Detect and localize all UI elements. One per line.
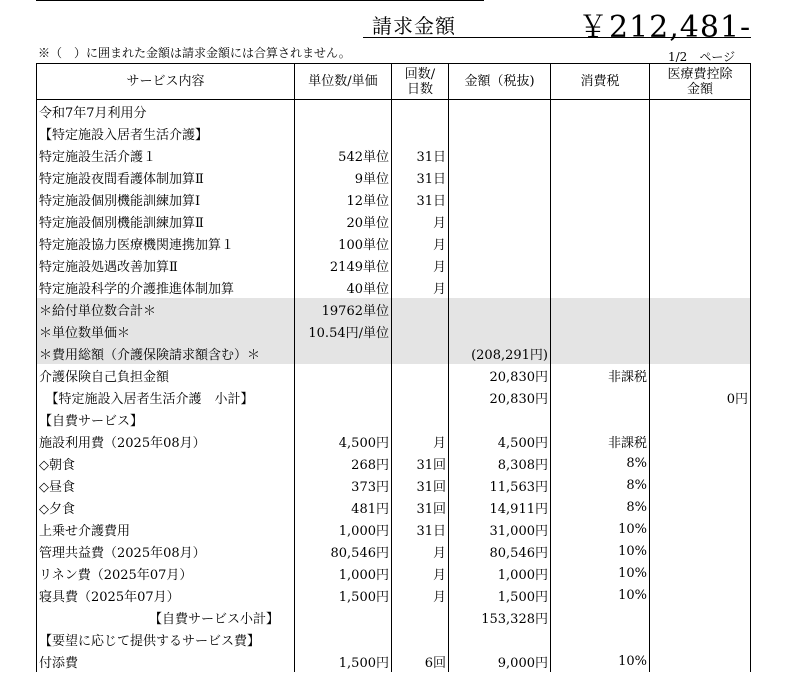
cell-service: 【要望に応じて提供するサービス費】 [37, 628, 295, 650]
cell-amount [449, 408, 551, 430]
cell-unit: 40単位 [295, 276, 392, 298]
cell-tax [551, 386, 650, 408]
table-row [37, 188, 751, 210]
cell-amount: (208,291円) [449, 342, 551, 364]
cell-amount [449, 166, 551, 188]
table-row [37, 628, 751, 650]
cell-times [392, 386, 449, 408]
cell-times: 31日 [392, 144, 449, 166]
top-rule [36, 0, 484, 1]
table-row [37, 386, 751, 408]
cell-medical [650, 540, 751, 562]
cell-medical [650, 232, 751, 254]
cell-amount: 11,563円 [449, 474, 551, 496]
table-row [37, 320, 751, 342]
header-unit: 単位数/単価 [295, 64, 392, 100]
cell-service: ◇朝食 [37, 452, 295, 474]
cell-amount: 14,911円 [449, 496, 551, 518]
cell-medical [650, 254, 751, 276]
cell-times: 31回 [392, 474, 449, 496]
cell-medical: 0円 [650, 386, 751, 408]
cell-medical [650, 144, 751, 166]
cell-unit: 1,500円 [295, 650, 392, 672]
cell-service: 【自費サービス】 [37, 408, 295, 430]
cell-amount: 153,328円 [449, 606, 551, 628]
cell-service: 上乗せ介護費用 [37, 518, 295, 540]
cell-times: 6回 [392, 650, 449, 672]
cell-service: 特定施設個別機能訓練加算Ⅰ [37, 188, 295, 210]
cell-unit: 4,500円 [295, 430, 392, 452]
cell-tax [551, 100, 650, 123]
cell-unit: 80,546円 [295, 540, 392, 562]
cell-service: 【自費サービス小計】 [37, 606, 295, 628]
billing-table [36, 63, 751, 672]
cell-amount [449, 232, 551, 254]
cell-service: 特定施設科学的介護推進体制加算 [37, 276, 295, 298]
table-row [37, 298, 751, 320]
cell-tax [551, 342, 650, 364]
table-row [37, 518, 751, 540]
table-row [37, 254, 751, 276]
cell-medical [650, 584, 751, 606]
cell-times [392, 100, 449, 123]
cell-unit [295, 386, 392, 408]
cell-times [392, 320, 449, 342]
cell-medical [650, 320, 751, 342]
table-row [37, 210, 751, 232]
cell-service: 介護保険自己負担金額 [37, 364, 295, 386]
cell-tax [551, 320, 650, 342]
cell-amount: 8,308円 [449, 452, 551, 474]
cell-service: 特定施設協力医療機関連携加算１ [37, 232, 295, 254]
cell-amount [449, 254, 551, 276]
table-row [37, 122, 751, 144]
cell-medical [650, 562, 751, 584]
cell-medical [650, 430, 751, 452]
invoice-amount: ￥212,481- [578, 10, 752, 45]
cell-times: 31回 [392, 452, 449, 474]
cell-service: 【特定施設入居者生活介護】 [37, 122, 295, 144]
cell-service: ◇夕食 [37, 496, 295, 518]
cell-medical [650, 100, 751, 123]
cell-unit: 1,500円 [295, 584, 392, 606]
cell-times [392, 606, 449, 628]
cell-amount [449, 320, 551, 342]
cell-medical [650, 474, 751, 496]
cell-amount: 1,000円 [449, 562, 551, 584]
cell-service: ＊費用総額（介護保険請求額含む）＊ [37, 342, 295, 364]
cell-times: 月 [392, 584, 449, 606]
cell-unit: 2149単位 [295, 254, 392, 276]
cell-medical [650, 496, 751, 518]
cell-service: ＊給付単位数合計＊ [37, 298, 295, 320]
cell-medical [650, 606, 751, 628]
cell-service: 特定施設夜間看護体制加算Ⅱ [37, 166, 295, 188]
cell-medical [650, 166, 751, 188]
cell-times: 31回 [392, 496, 449, 518]
cell-medical [650, 452, 751, 474]
header-times-line1: 回数/ [404, 66, 436, 82]
cell-tax: 非課税 [551, 430, 650, 452]
cell-tax [551, 628, 650, 650]
cell-tax [551, 298, 650, 320]
cell-medical [650, 122, 751, 144]
cell-tax [551, 276, 650, 298]
cell-times [392, 628, 449, 650]
cell-times [392, 408, 449, 430]
cell-unit: 9単位 [295, 166, 392, 188]
cell-tax [551, 122, 650, 144]
table-row [37, 452, 751, 474]
cell-medical [650, 210, 751, 232]
cell-tax: 10% [551, 650, 650, 672]
header-medical [650, 64, 751, 100]
cell-service: リネン費（2025年07月） [37, 562, 295, 584]
cell-unit: 542単位 [295, 144, 392, 166]
cell-times: 31日 [392, 518, 449, 540]
table-header-row [37, 64, 751, 100]
cell-times [392, 122, 449, 144]
cell-service: 特定施設生活介護１ [37, 144, 295, 166]
cell-unit: 1,000円 [295, 562, 392, 584]
header-times-line2: 日数 [406, 81, 433, 97]
cell-amount [449, 144, 551, 166]
table-row [37, 584, 751, 606]
cell-tax: 8% [551, 474, 650, 496]
table-row [37, 276, 751, 298]
cell-tax [551, 408, 650, 430]
table-row [37, 408, 751, 430]
cell-service: ＊単位数単価＊ [37, 320, 295, 342]
cell-amount: 20,830円 [449, 364, 551, 386]
cell-unit: 268円 [295, 452, 392, 474]
cell-unit: 481円 [295, 496, 392, 518]
cell-times: 月 [392, 276, 449, 298]
cell-unit: 10.54円/単位 [295, 320, 392, 342]
invoice-title: 請求金額 [372, 14, 456, 38]
cell-times: 31日 [392, 166, 449, 188]
cell-unit: 19762単位 [295, 298, 392, 320]
cell-amount [449, 298, 551, 320]
cell-unit [295, 100, 392, 123]
table-row [37, 342, 751, 364]
cell-unit [295, 122, 392, 144]
table-row [37, 166, 751, 188]
cell-medical [650, 298, 751, 320]
table-row [37, 496, 751, 518]
cell-unit: 1,000円 [295, 518, 392, 540]
cell-tax [551, 144, 650, 166]
cell-times: 月 [392, 254, 449, 276]
cell-tax [551, 166, 650, 188]
cell-unit [295, 342, 392, 364]
cell-times: 月 [392, 210, 449, 232]
cell-amount [449, 210, 551, 232]
table-row [37, 650, 751, 672]
header-amount: 金額（税抜) [449, 64, 551, 100]
cell-amount: 9,000円 [449, 650, 551, 672]
cell-medical [650, 408, 751, 430]
cell-times: 31日 [392, 188, 449, 210]
cell-medical [650, 188, 751, 210]
cell-medical [650, 342, 751, 364]
header-service: サービス内容 [37, 64, 295, 100]
cell-amount: 31,000円 [449, 518, 551, 540]
cell-tax [551, 210, 650, 232]
cell-service: 特定施設個別機能訓練加算Ⅱ [37, 210, 295, 232]
table-row [37, 562, 751, 584]
cell-times: 月 [392, 430, 449, 452]
table-row [37, 606, 751, 628]
header-tax: 消費税 [551, 64, 650, 100]
cell-times [392, 364, 449, 386]
cell-tax [551, 232, 650, 254]
cell-tax: 10% [551, 518, 650, 540]
cell-amount [449, 122, 551, 144]
cell-service: ◇昼食 [37, 474, 295, 496]
table-row [37, 364, 751, 386]
cell-service: 管理共益費（2025年08月） [37, 540, 295, 562]
cell-service: 付添費 [37, 650, 295, 672]
page-number: 1/2 ページ [668, 50, 736, 64]
cell-tax [551, 188, 650, 210]
table-row [37, 144, 751, 166]
table-row [37, 430, 751, 452]
cell-unit: 373円 [295, 474, 392, 496]
cell-amount: 1,500円 [449, 584, 551, 606]
cell-medical [650, 518, 751, 540]
table-row [37, 540, 751, 562]
cell-amount: 20,830円 [449, 386, 551, 408]
cell-tax: 10% [551, 540, 650, 562]
cell-tax [551, 606, 650, 628]
table-row [37, 100, 751, 123]
cell-amount [449, 628, 551, 650]
cell-unit [295, 628, 392, 650]
table-row [37, 232, 751, 254]
amount-note: ※（ ）に囲まれた金額は請求金額には合算されません。 [38, 46, 351, 60]
header-medical-line2: 金額 [686, 81, 713, 97]
cell-amount: 4,500円 [449, 430, 551, 452]
cell-unit: 12単位 [295, 188, 392, 210]
cell-service: 寝具費（2025年07月） [37, 584, 295, 606]
table-row [37, 474, 751, 496]
header-times [392, 64, 449, 100]
cell-times [392, 342, 449, 364]
cell-amount [449, 100, 551, 123]
cell-unit [295, 408, 392, 430]
cell-times: 月 [392, 562, 449, 584]
cell-medical [650, 628, 751, 650]
cell-tax: 8% [551, 452, 650, 474]
cell-medical [650, 364, 751, 386]
cell-unit: 100単位 [295, 232, 392, 254]
cell-times: 月 [392, 540, 449, 562]
cell-service: 施設利用費（2025年08月） [37, 430, 295, 452]
cell-times [392, 298, 449, 320]
cell-tax: 10% [551, 584, 650, 606]
header-medical-line1: 医療費控除 [667, 66, 733, 82]
cell-service: 【特定施設入居者生活介護 小計】 [37, 386, 295, 408]
cell-unit: 20単位 [295, 210, 392, 232]
cell-service: 特定施設処遇改善加算Ⅱ [37, 254, 295, 276]
cell-amount [449, 188, 551, 210]
cell-amount: 80,546円 [449, 540, 551, 562]
cell-service: 令和7年7月利用分 [37, 100, 295, 123]
cell-medical [650, 276, 751, 298]
cell-medical [650, 650, 751, 672]
cell-tax: 非課税 [551, 364, 650, 386]
cell-tax: 8% [551, 496, 650, 518]
cell-unit [295, 606, 392, 628]
cell-tax [551, 254, 650, 276]
cell-unit [295, 364, 392, 386]
cell-times: 月 [392, 232, 449, 254]
cell-tax: 10% [551, 562, 650, 584]
cell-amount [449, 276, 551, 298]
